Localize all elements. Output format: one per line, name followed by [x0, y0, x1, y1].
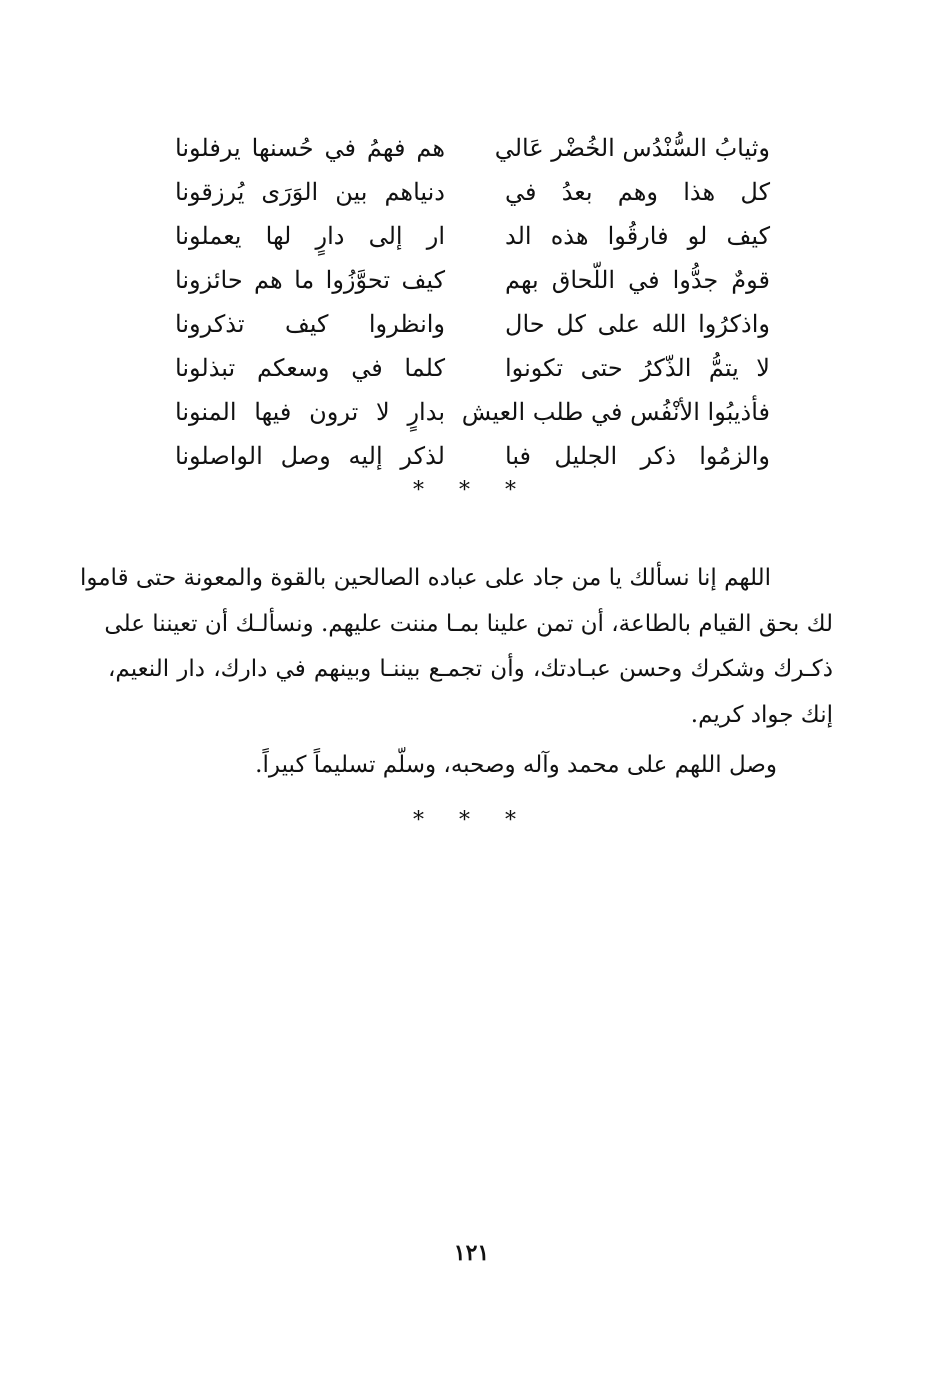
prayer-line: ذكـرك وشكرك وحسن عبـادتك، وأن تجمـع بيننـا وبينهم في دارك، دار النعيم،: [108, 656, 833, 682]
verse: [175, 258, 770, 302]
salutation: وصل اللهم على محمد وآله وصحبه، وسلّم تسليماً كبيراً.: [255, 752, 777, 778]
verse: [175, 434, 770, 478]
prayer-line: إنك جواد كريم.: [690, 701, 833, 728]
verse: [175, 126, 770, 170]
verse-second-hemistich: بدارٍ لا ترون فيها المنونا: [175, 398, 445, 426]
page-number: ١٢١: [453, 1240, 490, 1266]
verse: [175, 302, 770, 346]
verse-first-hemistich: فأذيبُوا الأنْفُس في طلب العيش: [461, 398, 770, 426]
poem: [175, 126, 770, 478]
verse-second-hemistich: هم فهمُ في حُسنها يرفلونا: [175, 134, 445, 162]
verse: [175, 214, 770, 258]
verse-first-hemistich: واذكرُوا الله على كل حال: [505, 310, 770, 338]
verse-first-hemistich: كيف لو فارقُوا هذه الد: [505, 222, 770, 250]
verse-first-hemistich: وثيابُ السُّنْدُس الخُضْر عَالي: [494, 134, 770, 162]
verse-second-hemistich: ار إلى دارٍ لها يعملونا: [175, 222, 445, 250]
verse-first-hemistich: قومٌ جدُّوا في اللّحاق بهم: [505, 266, 770, 294]
verse-second-hemistich: دنياهم بين الوَرَى يُرزقونا: [175, 178, 445, 206]
verse-second-hemistich: لذكر إليه وصل الواصلونا: [175, 442, 445, 470]
verse-second-hemistich: كيف تحوَّزُوا ما هم حائزونا: [175, 266, 445, 294]
verse-second-hemistich: كلما في وسعكم تبذلونا: [175, 354, 445, 382]
verse-first-hemistich: لا يتمُّ الذّكرُ حتى تكونوا: [505, 354, 770, 382]
verse-second-hemistich: وانظروا كيف تذكرونا: [175, 310, 445, 338]
verse: [175, 346, 770, 390]
verse: [175, 390, 770, 434]
prayer-line: لك بحق القيام بالطاعة، أن تمن علينا بمـا مننت عليهم. ونسألـك أن تعيننا على: [104, 610, 833, 637]
section-separator: * * *: [413, 808, 530, 833]
prayer-paragraph: [79, 556, 833, 738]
verse-first-hemistich: والزمُوا ذكر الجليل فبا: [505, 442, 770, 470]
section-separator: * * *: [413, 478, 530, 503]
verse-first-hemistich: كل هذا وهم بعدُ في: [505, 178, 770, 206]
verse: [175, 170, 770, 214]
prayer-line: اللهم إنا نسألك يا من جاد على عباده الصالحين بالقوة والمعونة حتى قاموا: [79, 565, 771, 591]
